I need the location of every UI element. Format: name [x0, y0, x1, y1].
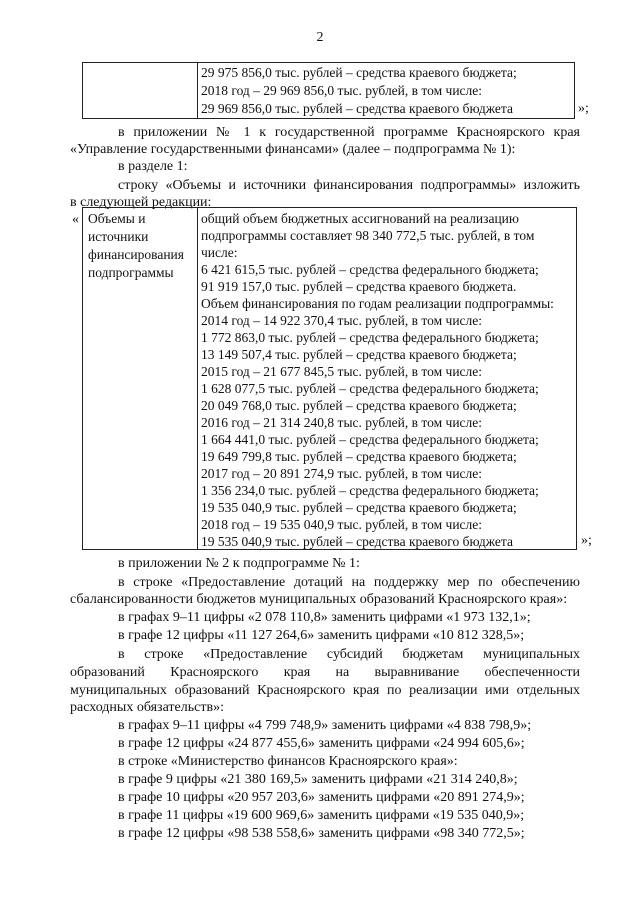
amendment-3: в графах 9–11 цифры «2 078 110,8» заменить цифрами «1 973 132,1»;: [118, 610, 531, 625]
table2-right-line-20: 19 535 040,9 тыс. рублей – средства краевого бюджета: [201, 534, 513, 549]
table2-right-line-19: 2018 год – 19 535 040,9 тыс. рублей, в том числе:: [201, 517, 483, 532]
table2-right-line-2: подпрограммы составляет 98 340 772,5 тыс. рублей, в том: [201, 228, 535, 243]
table2-opening-quote: «: [72, 212, 79, 227]
amendment-1: в приложении № 2 к подпрограмме № 1:: [118, 556, 360, 571]
amendment-5-line-3: муниципальных образований Красноярского края по реализации ими отдельных: [70, 683, 580, 698]
table1-line-2: 2018 год – 29 969 856,0 тыс. рублей, в том числе:: [201, 83, 483, 98]
amendment-6: в графах 9–11 цифры «4 799 748,9» заменить цифрами «4 838 798,9»;: [118, 718, 532, 733]
table2-right-line-8: 1 772 863,0 тыс. рублей – средства федерального бюджета;: [201, 330, 539, 345]
intro-paragraph-3-line-2: в следующей редакции:: [70, 195, 212, 210]
amendment-9: в графе 9 цифры «21 380 169,5» заменить цифрами «21 314 240,8»;: [118, 772, 518, 787]
table2-right-line-4: 6 421 615,5 тыс. рублей – средства федерального бюджета;: [201, 262, 539, 277]
table2-right-line-14: 1 664 441,0 тыс. рублей – средства федерального бюджета;: [201, 432, 539, 447]
amendment-4: в графе 12 цифры «11 127 264,6» заменить цифрами «10 812 328,5»;: [118, 628, 525, 643]
table2-right-line-6: Объем финансирования по годам реализации подпрограммы:: [201, 296, 554, 311]
table2-right-line-11: 1 628 077,5 тыс. рублей – средства федерального бюджета;: [201, 381, 539, 396]
table2-right-line-7: 2014 год – 14 922 370,4 тыс. рублей, в том числе:: [201, 313, 483, 328]
table2-right-line-5: 91 919 157,0 тыс. рублей – средства краевого бюджета.: [201, 279, 517, 294]
amendment-11: в графе 11 цифры «19 600 969,6» заменить цифрами «19 535 040,9»;: [118, 808, 525, 823]
table2-closing-quote: »;: [581, 533, 592, 548]
table2-right-line-9: 13 149 507,4 тыс. рублей – средства краевого бюджета;: [201, 347, 517, 362]
table2-right-line-10: 2015 год – 21 677 845,5 тыс. рублей, в том числе:: [201, 364, 483, 379]
table2-right-line-13: 2016 год – 21 314 240,8 тыс. рублей, в том числе:: [201, 415, 483, 430]
table2-left-line-3: финансирования: [88, 247, 184, 262]
intro-paragraph-1-line-2: «Управление государственными финансами» (далее – подпрограмма № 1):: [70, 142, 516, 157]
amendment-5-line-2: образований Красноярского края на выравнивание обеспеченности: [70, 665, 580, 680]
amendment-12: в графе 12 цифры «98 538 558,6» заменить цифрами «98 340 772,5»;: [118, 826, 525, 841]
amendment-5-line-1: в строке «Предоставление субсидий бюджетам муниципальных: [118, 647, 580, 662]
table2-right-line-1: общий объем бюджетных ассигнований на реализацию: [201, 211, 519, 226]
table2-right-line-18: 19 535 040,9 тыс. рублей – средства краевого бюджета;: [201, 500, 517, 515]
table1-closing-quote: »;: [578, 101, 589, 116]
table2-right-line-15: 19 649 799,8 тыс. рублей – средства краевого бюджета;: [201, 449, 517, 464]
intro-paragraph-2: в разделе 1:: [118, 159, 188, 174]
intro-paragraph-1-line-1: в приложении № 1 к государственной программе Красноярского края: [118, 125, 580, 140]
table2-left-line-4: подпрограммы: [88, 265, 174, 280]
amendment-2-line-1: в строке «Предоставление дотаций на поддержку мер по обеспечению: [118, 575, 580, 590]
amendment-2-line-2: сбалансированности бюджетов муниципальных образований Красноярского края»:: [70, 592, 568, 607]
intro-paragraph-3-line-1: строку «Объемы и источники финансирования подпрограммы» изложить: [118, 178, 580, 193]
amendment-7: в графе 12 цифры «24 877 455,6» заменить цифрами «24 994 605,6»;: [118, 736, 525, 751]
table1-line-1: 29 975 856,0 тыс. рублей – средства краевого бюджета;: [201, 65, 517, 80]
amendment-10: в графе 10 цифры «20 957 203,6» заменить цифрами «20 891 274,9»;: [118, 790, 525, 805]
amendment-5-line-4: расходных обязательств»:: [70, 700, 224, 715]
table2-left-line-2: источники: [88, 229, 149, 244]
amendment-8: в строке «Министерство финансов Красноярского края»:: [118, 754, 458, 769]
table2-left-line-1: Объемы и: [88, 211, 146, 226]
table1-line-3: 29 969 856,0 тыс. рублей – средства краевого бюджета: [201, 101, 513, 116]
page-number: 2: [316, 30, 324, 45]
table2-right-line-17: 1 356 234,0 тыс. рублей – средства федерального бюджета;: [201, 483, 539, 498]
table2-right-line-3: числе:: [201, 245, 238, 260]
table2-right-line-16: 2017 год – 20 891 274,9 тыс. рублей, в том числе:: [201, 466, 483, 481]
table2-right-line-12: 20 049 768,0 тыс. рублей – средства краевого бюджета;: [201, 398, 517, 413]
